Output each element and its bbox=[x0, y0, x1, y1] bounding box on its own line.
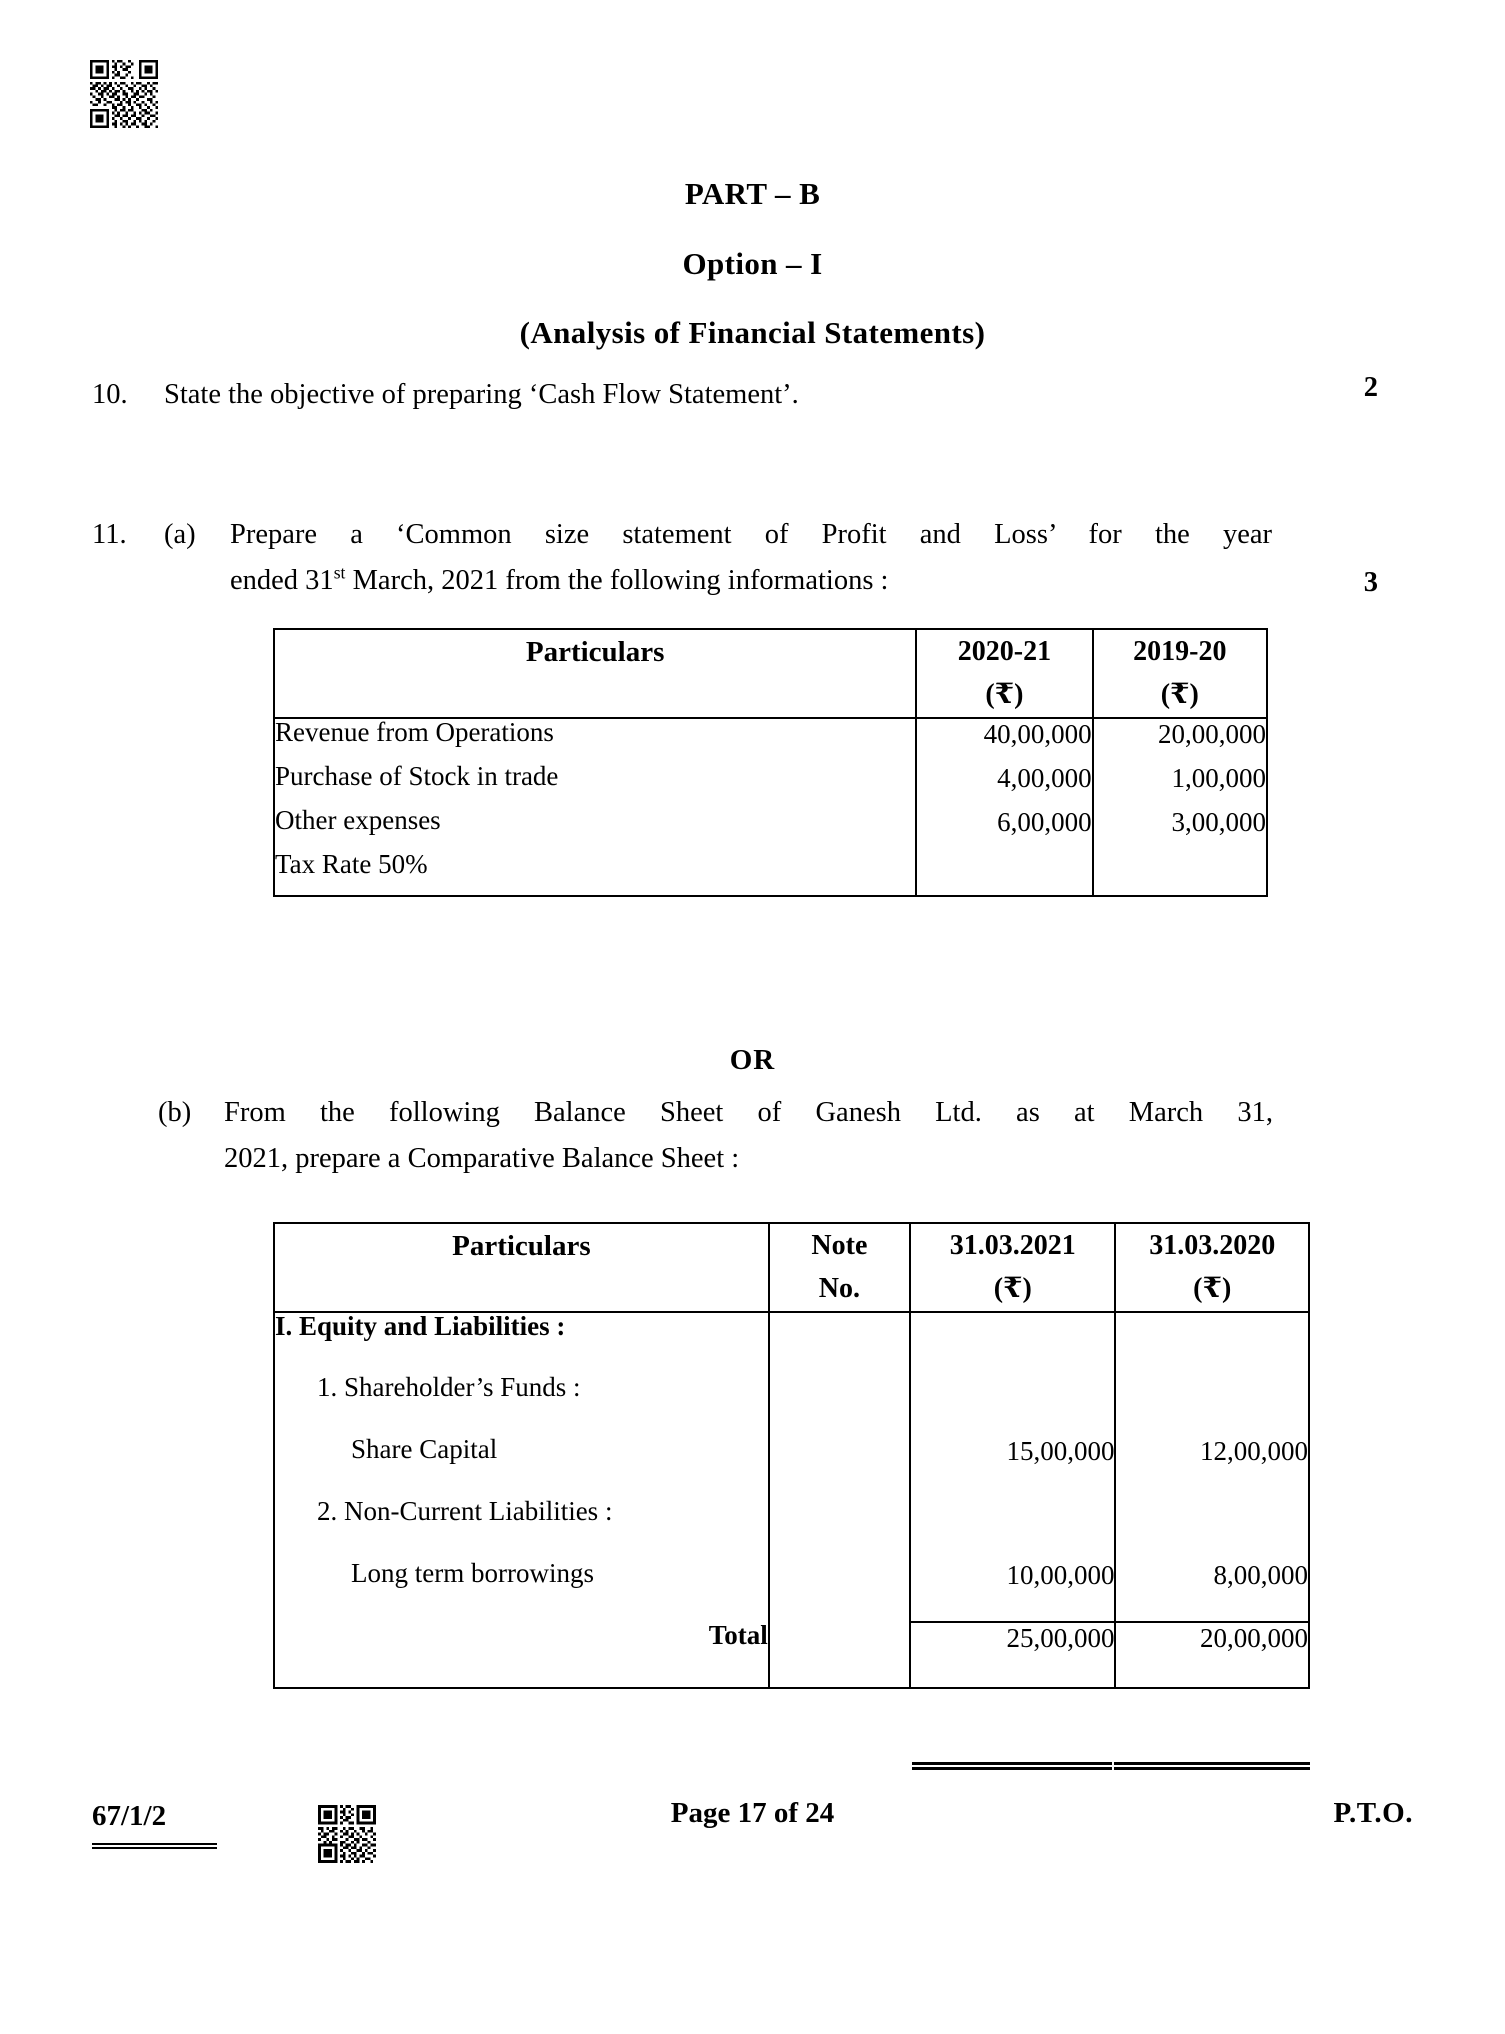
question-11a-line2 bbox=[230, 558, 1272, 604]
table1-header-row bbox=[274, 629, 1267, 718]
table2-row3-note bbox=[769, 1498, 910, 1560]
table2-header-col1-date: 31.03.2021 bbox=[949, 1230, 1076, 1261]
table2-row3-col2 bbox=[1115, 1498, 1309, 1560]
total-double-rule-col1 bbox=[912, 1762, 1112, 1770]
table2-row1-col2 bbox=[1115, 1374, 1309, 1436]
table1-header-col2-year: 2019-20 bbox=[1133, 636, 1227, 667]
question-10-number: 10. bbox=[92, 379, 128, 410]
table1-row3-label: Tax Rate 50% bbox=[274, 851, 916, 896]
table-row bbox=[274, 1374, 1309, 1436]
question-10-marks: 2 bbox=[1363, 372, 1378, 403]
table2-row2-label bbox=[274, 1433, 769, 1498]
table2-row4-text: Long term borrowings bbox=[351, 1557, 594, 1588]
part-heading: PART – B bbox=[684, 176, 821, 211]
page-label: Page 17 of 24 bbox=[670, 1797, 835, 1829]
table2-row1-text: 1. Shareholder’s Funds : bbox=[317, 1371, 581, 1402]
ordinal-suffix: st bbox=[333, 562, 346, 583]
table2-row0-col1 bbox=[910, 1312, 1115, 1374]
table2-row4-note bbox=[769, 1560, 910, 1622]
table-row bbox=[274, 851, 1267, 896]
table2-row3-col1 bbox=[910, 1498, 1115, 1560]
table1-row2-col2: 3,00,000 bbox=[1093, 807, 1267, 851]
table2-row4-col2: 8,00,000 bbox=[1115, 1560, 1309, 1622]
question-11a bbox=[92, 512, 1272, 604]
table2-body bbox=[274, 1312, 1309, 1688]
table1-header-col1-unit: (₹) bbox=[985, 679, 1024, 711]
question-11b bbox=[158, 1090, 1273, 1182]
common-size-input-table bbox=[273, 628, 1268, 897]
table2-total-text: Total bbox=[708, 1619, 768, 1650]
table2-row0-note bbox=[769, 1312, 910, 1374]
table2-header-row bbox=[274, 1223, 1309, 1312]
table2-row0-text: I. Equity and Liabilities : bbox=[275, 1310, 566, 1341]
table2-total-note bbox=[769, 1622, 910, 1688]
balance-sheet-table bbox=[273, 1222, 1310, 1689]
paper-code: 67/1/2 bbox=[92, 1800, 167, 1832]
table2-header-note-line2: No. bbox=[818, 1273, 861, 1305]
pto-label: P.T.O. bbox=[1333, 1797, 1413, 1829]
table1-head bbox=[274, 629, 1267, 718]
table2-row0-col2 bbox=[1115, 1312, 1309, 1374]
question-11a-line2-pre: ended 31 bbox=[230, 565, 334, 597]
option-heading: Option – I bbox=[682, 246, 823, 281]
table1-row0-col2: 20,00,000 bbox=[1093, 718, 1267, 763]
table2-row4-label bbox=[274, 1557, 769, 1622]
question-11-number: 11. bbox=[92, 519, 127, 550]
question-11a-line2-post: March, 2021 from the following informations : bbox=[345, 565, 889, 597]
question-11b-line2: 2021, prepare a Comparative Balance Sheet : bbox=[224, 1143, 740, 1175]
table2-header-col1-unit: (₹) bbox=[993, 1273, 1032, 1305]
question-11b-line1: From the following Balance Sheet of Ganesh Ltd. as at March 31, bbox=[224, 1097, 1273, 1128]
table2-row3-label bbox=[274, 1495, 769, 1560]
table2-total-col1: 25,00,000 bbox=[910, 1622, 1115, 1688]
table1-row1-col2: 1,00,000 bbox=[1093, 763, 1267, 807]
table-row bbox=[274, 1498, 1309, 1560]
table2-row2-text: Share Capital bbox=[351, 1433, 498, 1464]
question-10-text: State the objective of preparing ‘Cash Flow Statement’. bbox=[164, 379, 799, 410]
table2-row1-note bbox=[769, 1374, 910, 1436]
total-double-rule-col2 bbox=[1114, 1762, 1310, 1770]
qr-code-icon-top bbox=[90, 60, 158, 128]
table-row bbox=[274, 1312, 1309, 1374]
table1-row2-label: Other expenses bbox=[274, 807, 916, 851]
table2-header-note bbox=[769, 1223, 910, 1312]
table1-header-col2 bbox=[1093, 629, 1267, 718]
table1-header-col2-unit: (₹) bbox=[1160, 679, 1199, 711]
table2-header-col2-date: 31.03.2020 bbox=[1149, 1230, 1276, 1261]
table2-header-col2-unit: (₹) bbox=[1193, 1273, 1232, 1305]
table1-row3-col2 bbox=[1093, 851, 1267, 896]
table-row bbox=[274, 763, 1267, 807]
question-11a-label: (a) bbox=[164, 519, 196, 550]
table2-header-particulars: Particulars bbox=[274, 1223, 769, 1312]
or-separator: OR bbox=[729, 1044, 776, 1076]
table-row bbox=[274, 807, 1267, 851]
table1-row0-label: Revenue from Operations bbox=[274, 718, 916, 763]
table2-header-note-line1: Note bbox=[811, 1230, 868, 1261]
table-row bbox=[274, 718, 1267, 763]
table1-row1-label: Purchase of Stock in trade bbox=[274, 763, 916, 807]
table-row-total bbox=[274, 1622, 1309, 1688]
table1-row0-col1: 40,00,000 bbox=[916, 718, 1092, 763]
table2-row1-col1 bbox=[910, 1374, 1115, 1436]
table2-row3-text: 2. Non-Current Liabilities : bbox=[317, 1495, 613, 1526]
table2-header-col2 bbox=[1115, 1223, 1309, 1312]
section-heading: (Analysis of Financial Statements) bbox=[519, 315, 986, 350]
table1-header-particulars: Particulars bbox=[274, 629, 916, 718]
question-11a-marks: 3 bbox=[1363, 567, 1378, 598]
question-11b-text bbox=[224, 1090, 1273, 1182]
table1-body bbox=[274, 718, 1267, 896]
table1-header-col1-year: 2020-21 bbox=[957, 636, 1052, 667]
table1-row3-col1 bbox=[916, 851, 1092, 896]
paper-code-rule bbox=[92, 1843, 217, 1849]
table2-row4-col1: 10,00,000 bbox=[910, 1560, 1115, 1622]
question-11b-label: (b) bbox=[158, 1097, 192, 1128]
table2-row2-col2: 12,00,000 bbox=[1115, 1436, 1309, 1498]
question-11a-text bbox=[230, 512, 1272, 604]
table1-row2-col1: 6,00,000 bbox=[916, 807, 1092, 851]
table2-total-label bbox=[274, 1619, 769, 1688]
table2-row2-note bbox=[769, 1436, 910, 1498]
table-row bbox=[274, 1560, 1309, 1622]
table1-header-col1 bbox=[916, 629, 1092, 718]
table2-head bbox=[274, 1223, 1309, 1312]
table2-row0-label bbox=[274, 1312, 769, 1374]
question-11a-line1: Prepare a ‘Common size statement of Profit and Loss’ for the year bbox=[230, 519, 1272, 550]
table2-total-col2: 20,00,000 bbox=[1115, 1622, 1309, 1688]
table2-header-col1 bbox=[910, 1223, 1115, 1312]
table2-row2-col1: 15,00,000 bbox=[910, 1436, 1115, 1498]
table2-row1-label bbox=[274, 1371, 769, 1436]
question-10 bbox=[92, 372, 1342, 418]
table-row bbox=[274, 1436, 1309, 1498]
table1-row1-col1: 4,00,000 bbox=[916, 763, 1092, 807]
